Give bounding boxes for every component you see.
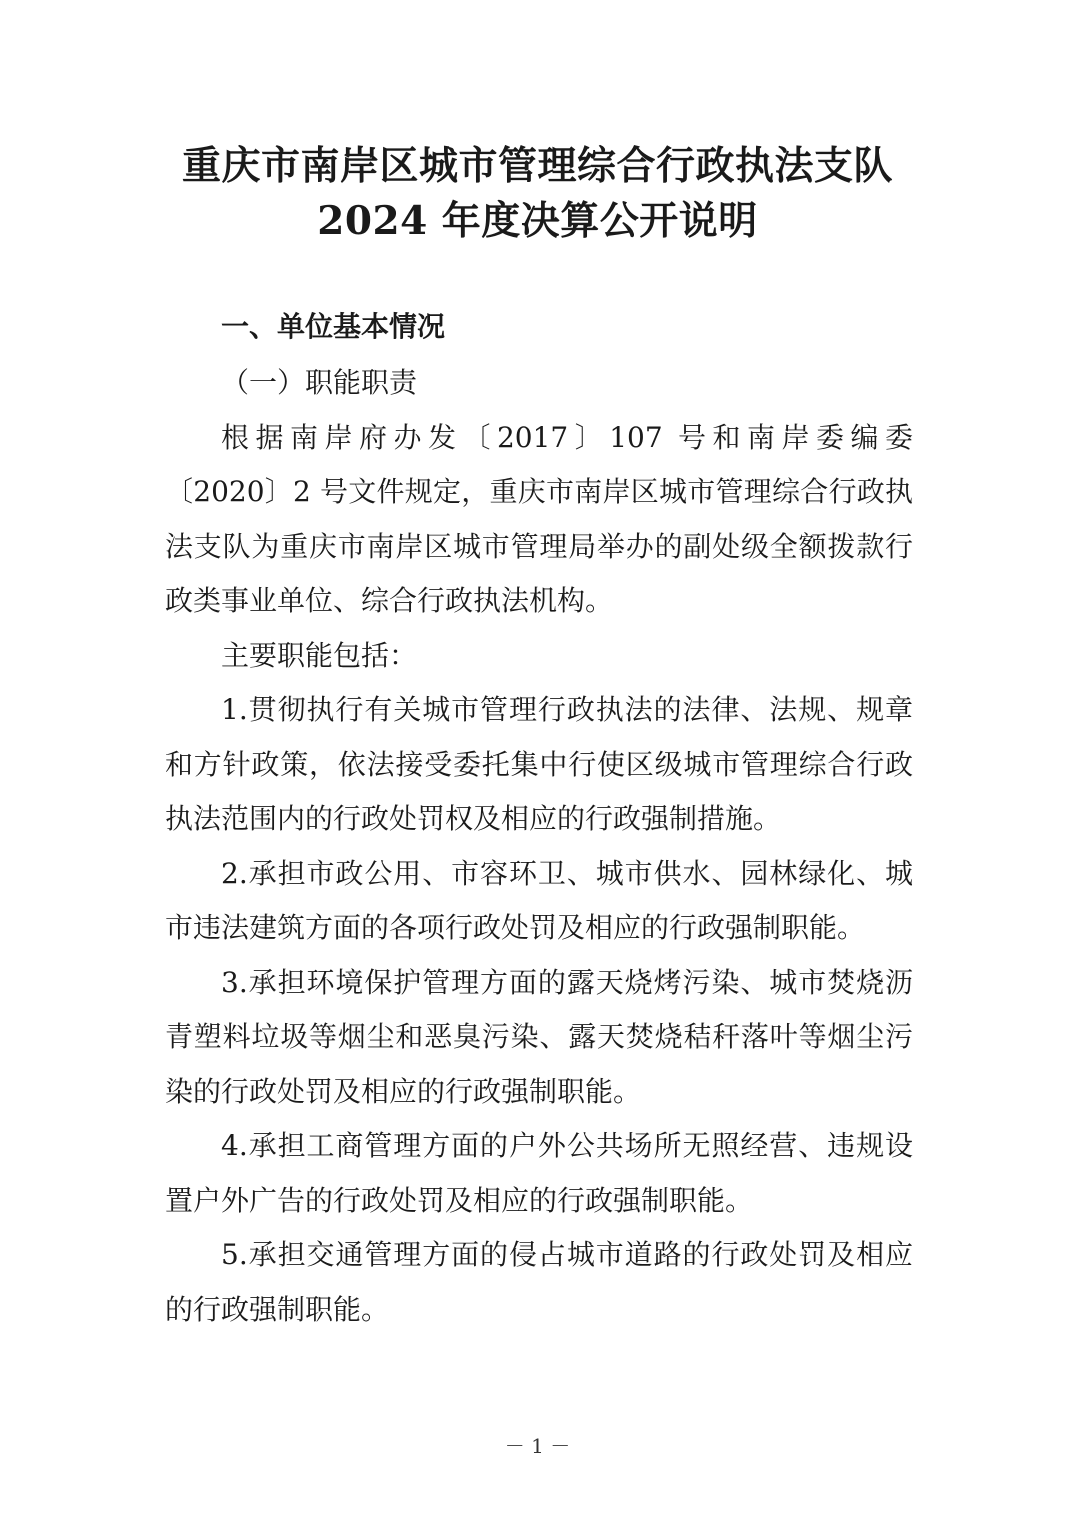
paragraph-function-5: 5.承担交通管理方面的侵占城市道路的行政处罚及相应的行政强制职能。 (165, 1238, 913, 1326)
document-title-line1: 重庆市南岸区城市管理综合行政执法支队 (181, 143, 893, 189)
document-title-line2: 2024 年度决算公开说明 (317, 198, 758, 244)
paragraph-function-4: 4.承担工商管理方面的户外公共场所无照经营、违规设置户外广告的行政处罚及相应的行政强制职能。 (165, 1129, 913, 1217)
page-number: － 1 － (504, 1434, 571, 1458)
paragraph-function-3: 3.承担环境保护管理方面的露天烧烤污染、城市焚烧沥青塑料垃圾等烟尘和恶臭污染、露天焚烧秸秆落叶等烟尘污染的行政处罚及相应的行政强制职能。 (165, 965, 913, 1108)
document-body (165, 300, 913, 1337)
section-heading: 一、单位基本情况 (221, 310, 446, 343)
subsection-heading: （一）职能职责 (221, 366, 418, 399)
paragraph-functions-intro: 主要职能包括： (221, 638, 418, 672)
paragraph-function-2: 2.承担市政公用、市容环卫、城市供水、园林绿化、城市违法建筑方面的各项行政处罚及相应的行政强制职能。 (165, 856, 913, 944)
paragraph-legal-basis: 根据南岸府办发〔2017〕107 号和南岸委编委〔2020〕2 号文件规定，重庆市南岸区城市管理综合行政执法支队为重庆市南岸区城市管理局举办的副处级全额拨款行政类事业单位、综合行政执法机构。 (165, 420, 913, 617)
paragraph-function-1: 1.贯彻执行有关城市管理行政执法的法律、法规、规章和方针政策，依法接受委托集中行使区级城市管理综合行政执法范围内的行政处罚权及相应的行政强制措施。 (165, 693, 913, 835)
